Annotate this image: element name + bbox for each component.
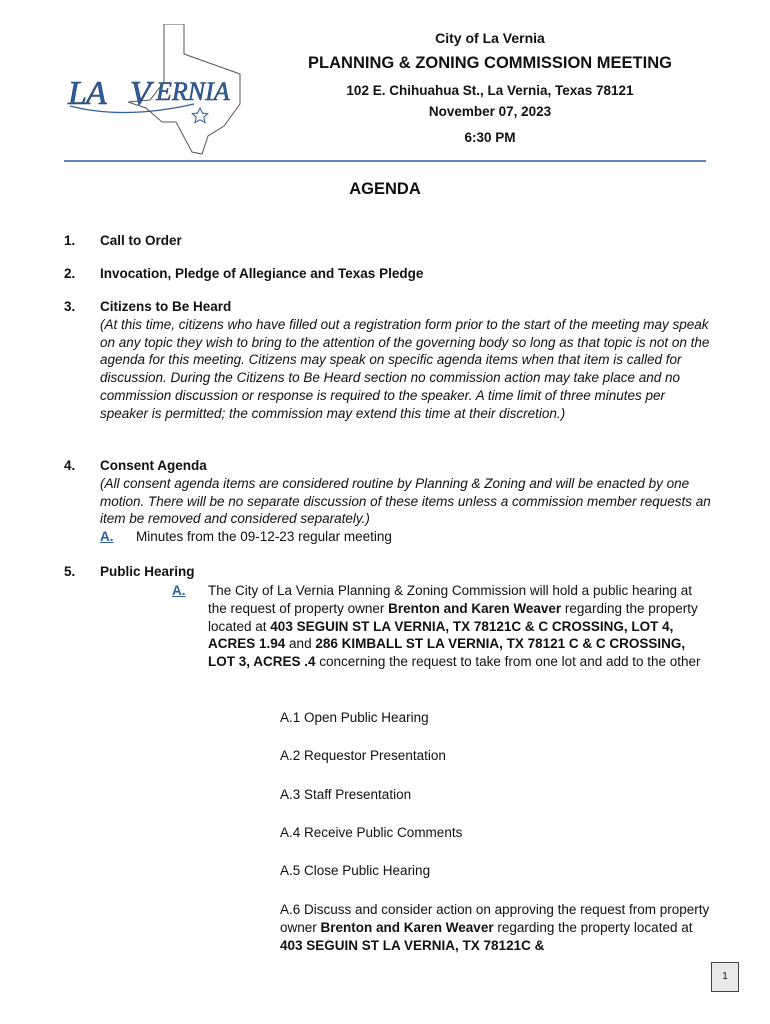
ph-text-4: concerning the request to take from one lot and add to the other: [315, 654, 701, 670]
logo-wordmark: LA: [68, 75, 106, 112]
step-a2: A.2 Requestor Presentation: [280, 748, 446, 763]
logo-wordmark-2: V: [130, 75, 151, 112]
item-number: 2.: [64, 266, 76, 281]
subitem-text: Minutes from the 09-12-23 regular meeting: [136, 529, 392, 545]
agenda-item-5: [64, 563, 714, 581]
ph-property-1: 403 SEGUIN ST LA VERNIA, TX 78121C & C CROSSING, LOT 4, ACRES 1.94: [208, 618, 674, 652]
item-title: Citizens to Be Heard: [100, 299, 232, 314]
item-title: Call to Order: [100, 233, 182, 248]
item-number: 1.: [64, 233, 76, 248]
logo-wordmark-3: ERNIA: [156, 77, 230, 106]
step-a6: [280, 901, 710, 954]
item-title: Public Hearing: [100, 564, 195, 579]
meeting-title: PLANNING & ZONING COMMISSION MEETING: [308, 54, 672, 72]
la-vernia-logo: [64, 24, 264, 156]
public-hearing-text: [208, 582, 704, 671]
item-note: (At this time, citizens who have filled out a registration form prior to the start of the meeting may speak on any topic they wish to bring to the attention of the governing body so long as that topic is not on the agenda for this meeting. Citizens may speak on specific agenda items when that item is called for discussion. During the Citizens to Be Heard section no commission action may take place and no commission discussion or response is required to the speaker. A time limit of three minutes per speaker is permitted; the commission may extend this time at their discretion.): [100, 316, 710, 421]
step-a4: A.4 Receive Public Comments: [280, 825, 463, 840]
step-a1: A.1 Open Public Hearing: [280, 710, 429, 725]
agenda-item-1: [64, 232, 714, 250]
a6-text-1: A.6 Discuss and consider action on approving the request from property owner: [280, 902, 710, 935]
agenda-item-4: [64, 457, 714, 546]
ph-property-2: 286 KIMBALL ST LA VERNIA, TX 78121 C & C CROSSING, LOT 3, ACRES .4: [208, 636, 686, 670]
meeting-date: November 07, 2023: [428, 104, 552, 119]
agenda-item-2: [64, 265, 714, 283]
page-number: 1: [711, 962, 739, 992]
item-number: 5.: [64, 564, 76, 579]
a6-property: 403 SEGUIN ST LA VERNIA, TX 78121C &: [280, 937, 545, 953]
item-title: Invocation, Pledge of Allegiance and Texas Pledge: [100, 266, 424, 281]
agenda-item-3: [64, 298, 714, 423]
header-divider: [64, 160, 706, 162]
item-number: 4.: [64, 458, 76, 473]
ph-text-1: The City of La Vernia Planning & Zoning Commission will hold a public hearing at the request of property owner: [208, 583, 693, 616]
ph-text-2: regarding the property located at: [208, 600, 698, 634]
agenda-heading: AGENDA: [349, 180, 421, 198]
consent-subitem-a: [100, 528, 714, 546]
public-hearing-item-a: [172, 582, 712, 671]
meeting-address: 102 E. Chihuahua St., La Vernia, Texas 78121: [346, 83, 634, 98]
a6-text-2: regarding the property located at: [493, 919, 693, 935]
item-number: 3.: [64, 299, 76, 314]
step-a3: A.3 Staff Presentation: [280, 787, 412, 802]
header-city: City of La Vernia: [435, 30, 545, 46]
a6-owner: Brenton and Karen Weaver: [320, 919, 494, 935]
step-a5: A.5 Close Public Hearing: [280, 863, 431, 878]
public-hearing-link-a[interactable]: A.: [172, 583, 186, 598]
item-title: Consent Agenda: [100, 458, 207, 473]
subitem-link-a[interactable]: A.: [100, 529, 114, 545]
item-note: (All consent agenda items are considered routine by Planning & Zoning and will be enacted by one motion. There will be no separate discussion of these items unless a commission member requests an item be removed and considered separately.): [100, 475, 711, 527]
ph-text-3: and: [285, 636, 316, 652]
ph-owner: Brenton and Karen Weaver: [388, 600, 562, 616]
meeting-time: 6:30 PM: [464, 130, 516, 145]
